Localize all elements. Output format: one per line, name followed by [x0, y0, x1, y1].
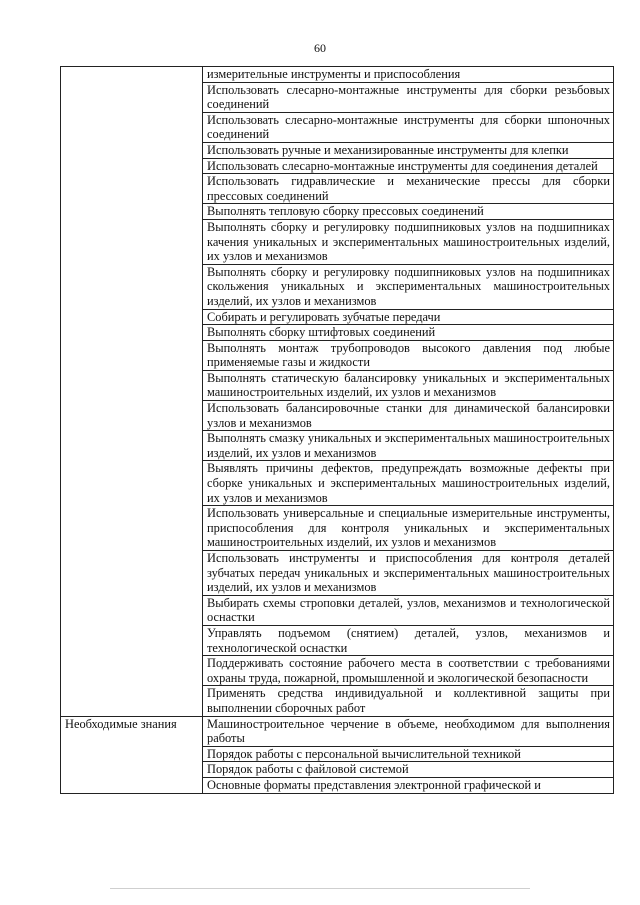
requirement-item: измерительные инструменты и приспособления: [203, 67, 614, 83]
requirement-item: Использовать слесарно-монтажные инструменты для сборки резьбовых соединений: [203, 82, 614, 112]
requirement-item: Порядок работы с персональной вычислительной техникой: [203, 746, 614, 762]
requirement-item: Основные форматы представления электронной графической и: [203, 777, 614, 793]
requirement-item: Выполнять сборку и регулировку подшипниковых узлов на подшипниках скольжения уникальных и экспериментальных машиностроительных изделий, их узлов и механизмов: [203, 264, 614, 309]
requirement-item: Поддерживать состояние рабочего места в соответствии с требованиями охраны труда, пожарной, промышленной и экологической безопасности: [203, 656, 614, 686]
requirement-item: Использовать универсальные и специальные измерительные инструменты, приспособления для контроля уникальных и экспериментальных машиностроительных изделий, их узлов и механизмов: [203, 506, 614, 551]
table-row: [61, 716, 614, 746]
requirement-item: Порядок работы с файловой системой: [203, 762, 614, 778]
page-number: 60: [314, 41, 326, 55]
requirement-item: Выполнять тепловую сборку прессовых соединений: [203, 204, 614, 220]
requirement-item: Применять средства индивидуальной и коллективной защиты при выполнении сборочных работ: [203, 686, 614, 716]
requirement-item: Выполнять сборку и регулировку подшипниковых узлов на подшипниках качения уникальных и экспериментальных машиностроительных изделий, их узлов и механизмов: [203, 219, 614, 264]
section-label: [61, 67, 203, 717]
requirement-item: Выбирать схемы строповки деталей, узлов, механизмов и технологической оснастки: [203, 595, 614, 625]
requirement-item: Машиностроительное черчение в объеме, необходимом для выполнения работы: [203, 716, 614, 746]
requirement-item: Выполнять смазку уникальных и экспериментальных машиностроительных изделий, их узлов и механизмов: [203, 431, 614, 461]
requirement-item: Использовать гидравлические и механические прессы для сборки прессовых соединений: [203, 174, 614, 204]
requirement-item: Использовать ручные и механизированные инструменты для клепки: [203, 142, 614, 158]
requirement-item: Выполнять сборку штифтовых соединений: [203, 325, 614, 341]
requirement-item: Использовать инструменты и приспособления для контроля деталей зубчатых передач уникальных и экспериментальных машиностроительных изделий, их узлов и механизмов: [203, 551, 614, 596]
requirement-item: Выявлять причины дефектов, предупреждать возможные дефекты при сборке уникальных и экспериментальных машиностроительных изделий, их узлов и механизмов: [203, 461, 614, 506]
requirement-item: Собирать и регулировать зубчатые передачи: [203, 309, 614, 325]
requirement-item: Управлять подъемом (снятием) деталей, узлов, механизмов и технологической оснастки: [203, 625, 614, 655]
requirement-item: Использовать слесарно-монтажные инструменты для соединения деталей: [203, 158, 614, 174]
requirement-item: Использовать балансировочные станки для динамической балансировки узлов и механизмов: [203, 401, 614, 431]
requirement-item: Выполнять статическую балансировку уникальных и экспериментальных машиностроительных изделий, их узлов и механизмов: [203, 370, 614, 400]
requirement-item: Использовать слесарно-монтажные инструменты для сборки шпоночных соединений: [203, 112, 614, 142]
section-label: Необходимые знания: [61, 716, 203, 793]
competency-table: [60, 66, 614, 794]
bottom-divider: [110, 888, 530, 889]
table-row: [61, 67, 614, 83]
requirement-item: Выполнять монтаж трубопроводов высокого давления под любые применяемые газы и жидкости: [203, 340, 614, 370]
table-body: [61, 67, 614, 794]
